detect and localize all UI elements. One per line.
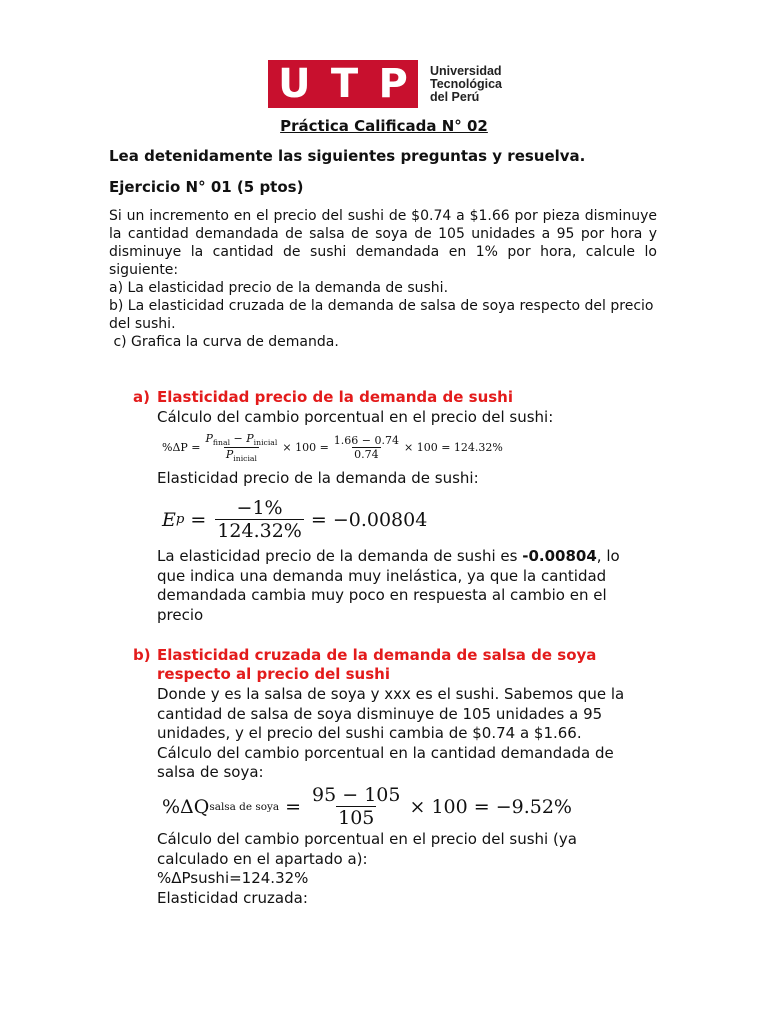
f2-fraction: $\frac{-1\%}{124.32\%}$ (217, 497, 302, 542)
logo-letter-u: U (278, 61, 311, 107)
logo-wordmark (430, 65, 502, 104)
section-b-p2: Cálculo del cambio porcentual en la cantidad demandada de salsa de soya: (157, 743, 614, 782)
logo-line-2: Tecnológica (430, 76, 503, 91)
formula-percent-quantity-change: %ΔQ salsa de soya = $\frac{95 - 105}{105}$ × 100 = −9.52% (162, 784, 572, 829)
elasticity-value: -0.00804 (522, 547, 597, 565)
f1-denominator: $P_{inicial}$ (225, 448, 257, 464)
f1-times100: × 100 = (282, 441, 329, 455)
section-b-body-2 (157, 830, 647, 908)
f1-result: × 100 = 124.32% (404, 441, 503, 455)
section-a-line2: Elasticidad precio de la demanda de sushi: (157, 469, 479, 487)
utp-logo-mark (268, 60, 418, 108)
f2-lhs: E (162, 508, 176, 531)
section-a-line1: Cálculo del cambio porcentual en el precio del sushi: (157, 408, 554, 426)
formula-percent-price-change (162, 432, 503, 463)
section-b-body (157, 685, 647, 783)
exercise-statement (109, 207, 657, 351)
section-a-conclusion: La elasticidad precio de la demanda de sushi es -0.00804, lo que indica una demanda muy inelástica, ya que la cantidad demandada cambia muy poco en respuesta al cambio en el precio (157, 547, 620, 624)
statement-text: Si un incremento en el precio del sushi de $0.74 a $1.66 por pieza disminuye la cantidad demandada de salsa de soya de 105 unidades a 95 por hora y disminuye la cantidad de sushi demandada en 1% por hora, calcule lo siguiente: (109, 208, 657, 278)
logo-letter-p: P (378, 61, 408, 107)
logo-letter-t: T (330, 61, 359, 107)
f1-numerator: $P_{final} - P_{inicial}$ (205, 432, 278, 448)
f3-fraction: $\frac{95 - 105}{105}$ (312, 784, 401, 829)
document-title: Práctica Calificada N° 02 (280, 117, 488, 135)
section-a-title: Elasticidad precio de la demanda de sushi (157, 388, 514, 406)
f3-result: × 100 = −9.52% (409, 795, 572, 818)
question-a: a) La elasticidad precio de la demanda de sushi. (109, 280, 449, 296)
f2-result: = −0.00804 (310, 508, 428, 531)
section-b-heading (133, 646, 633, 684)
f1-fraction-symbolic (204, 432, 280, 463)
section-a-heading (133, 388, 633, 407)
section-b-p1: Donde y es la salsa de soya y xxx es el sushi. Sabemos que la cantidad de salsa de soya disminuye de 105 unidades a 95 unidades, y el precio del sushi cambia de $0.74 a $1.66. (157, 685, 625, 743)
question-c: c) Grafica la curva de demanda. (109, 334, 339, 350)
section-b-title-2: respecto al precio del sushi (157, 665, 390, 683)
section-b-title-1: Elasticidad cruzada de la demanda de salsa de soya (157, 646, 597, 664)
f3-lhs: %ΔQ (162, 795, 210, 818)
section-a-label: a) (133, 388, 150, 406)
logo-line-3: del Perú (430, 89, 480, 104)
instructions: Lea detenidamente las siguientes preguntas y resuelva. (109, 147, 586, 165)
section-b-p5: Elasticidad cruzada: (157, 888, 308, 907)
f1-fraction-numeric: $\frac{1.66 - 0.74}{0.74}$ (333, 434, 399, 462)
section-b-p3: Cálculo del cambio porcentual en el precio del sushi (ya calculado en el apartado a): (157, 830, 577, 868)
utp-logo (268, 60, 502, 108)
section-b-label: b) (133, 646, 151, 664)
section-b-p4: %ΔPsushi=124.32% (157, 869, 309, 888)
formula-price-elasticity: E p = $\frac{-1\%}{124.32\%}$ = −0.00804 (162, 497, 428, 542)
logo-line-1: Universidad (430, 63, 502, 78)
exercise-heading: Ejercicio N° 01 (5 ptos) (109, 178, 304, 196)
f1-lhs: %ΔP = (162, 441, 201, 455)
question-b: b) La elasticidad cruzada de la demanda de salsa de soya respecto del precio del sushi. (109, 298, 654, 332)
